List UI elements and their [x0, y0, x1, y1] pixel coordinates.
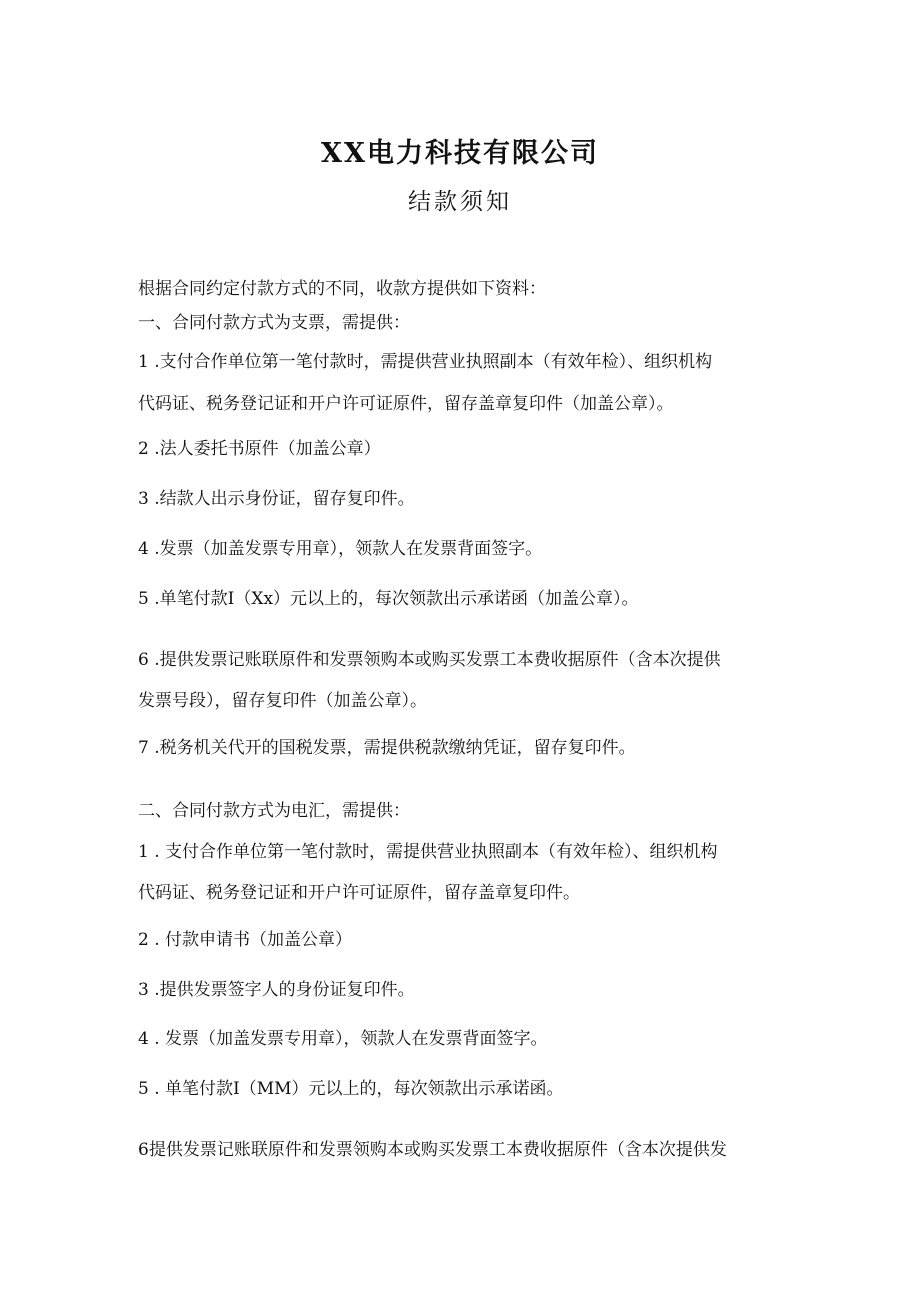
section2-item-2: 2 . 付款申请书（加盖公章）	[138, 930, 353, 950]
section1-item-6-line-2: 发票号段），留存复印件（加盖公章）。	[138, 691, 427, 711]
section2-heading: 二、合同付款方式为电汇，需提供：	[138, 801, 410, 821]
section1-item-2: 2 .法人委托书原件（加盖公章）	[138, 439, 381, 459]
section2-item-5: 5 . 单笔付款I（MM）元以上的，每次领款出示承诺函。	[138, 1079, 564, 1099]
intro-text: 根据合同约定付款方式的不同，收款方提供如下资料：	[138, 279, 546, 299]
section1-item-7: 7 .税务机关代开的国税发票，需提供税款缴纳凭证，留存复印件。	[138, 738, 636, 758]
section1-item-5: 5 .单笔付款I（Xx）元以上的，每次领款出示承诺函（加盖公章）。	[138, 589, 639, 609]
section1-item-1-line-1: 1 .支付合作单位第一笔付款时，需提供营业执照副本（有效年检）、组织机构	[138, 352, 713, 372]
section2-item-4: 4 . 发票（加盖发票专用章），领款人在发票背面签字。	[138, 1029, 548, 1049]
section1-heading: 一、合同付款方式为支票，需提供：	[138, 313, 410, 333]
section1-item-4: 4 .发票（加盖发票专用章），领款人在发票背面签字。	[138, 539, 543, 559]
section1-item-3: 3 .结款人出示身份证，留存复印件。	[138, 489, 415, 509]
document-subtitle: 结款须知	[408, 189, 512, 215]
company-title: XX电力科技有限公司	[321, 138, 599, 169]
section2-item-3: 3 .提供发票签字人的身份证复印件。	[138, 980, 415, 1000]
section2-item-1-line-2: 代码证、税务登记证和开户许可证原件，留存盖章复印件。	[138, 883, 580, 903]
section1-item-6-line-1: 6 .提供发票记账联原件和发票领购本或购买发票工本费收据原件（含本次提供	[138, 650, 721, 670]
section2-item-6-line-1: 6提供发票记账联原件和发票领购本或购买发票工本费收据原件（含本次提供发	[138, 1140, 727, 1160]
section1-item-1-line-2: 代码证、税务登记证和开户许可证原件，留存盖章复印件（加盖公章）。	[138, 394, 674, 414]
section2-item-1-line-1: 1 . 支付合作单位第一笔付款时，需提供营业执照副本（有效年检）、组织机构	[138, 842, 718, 862]
